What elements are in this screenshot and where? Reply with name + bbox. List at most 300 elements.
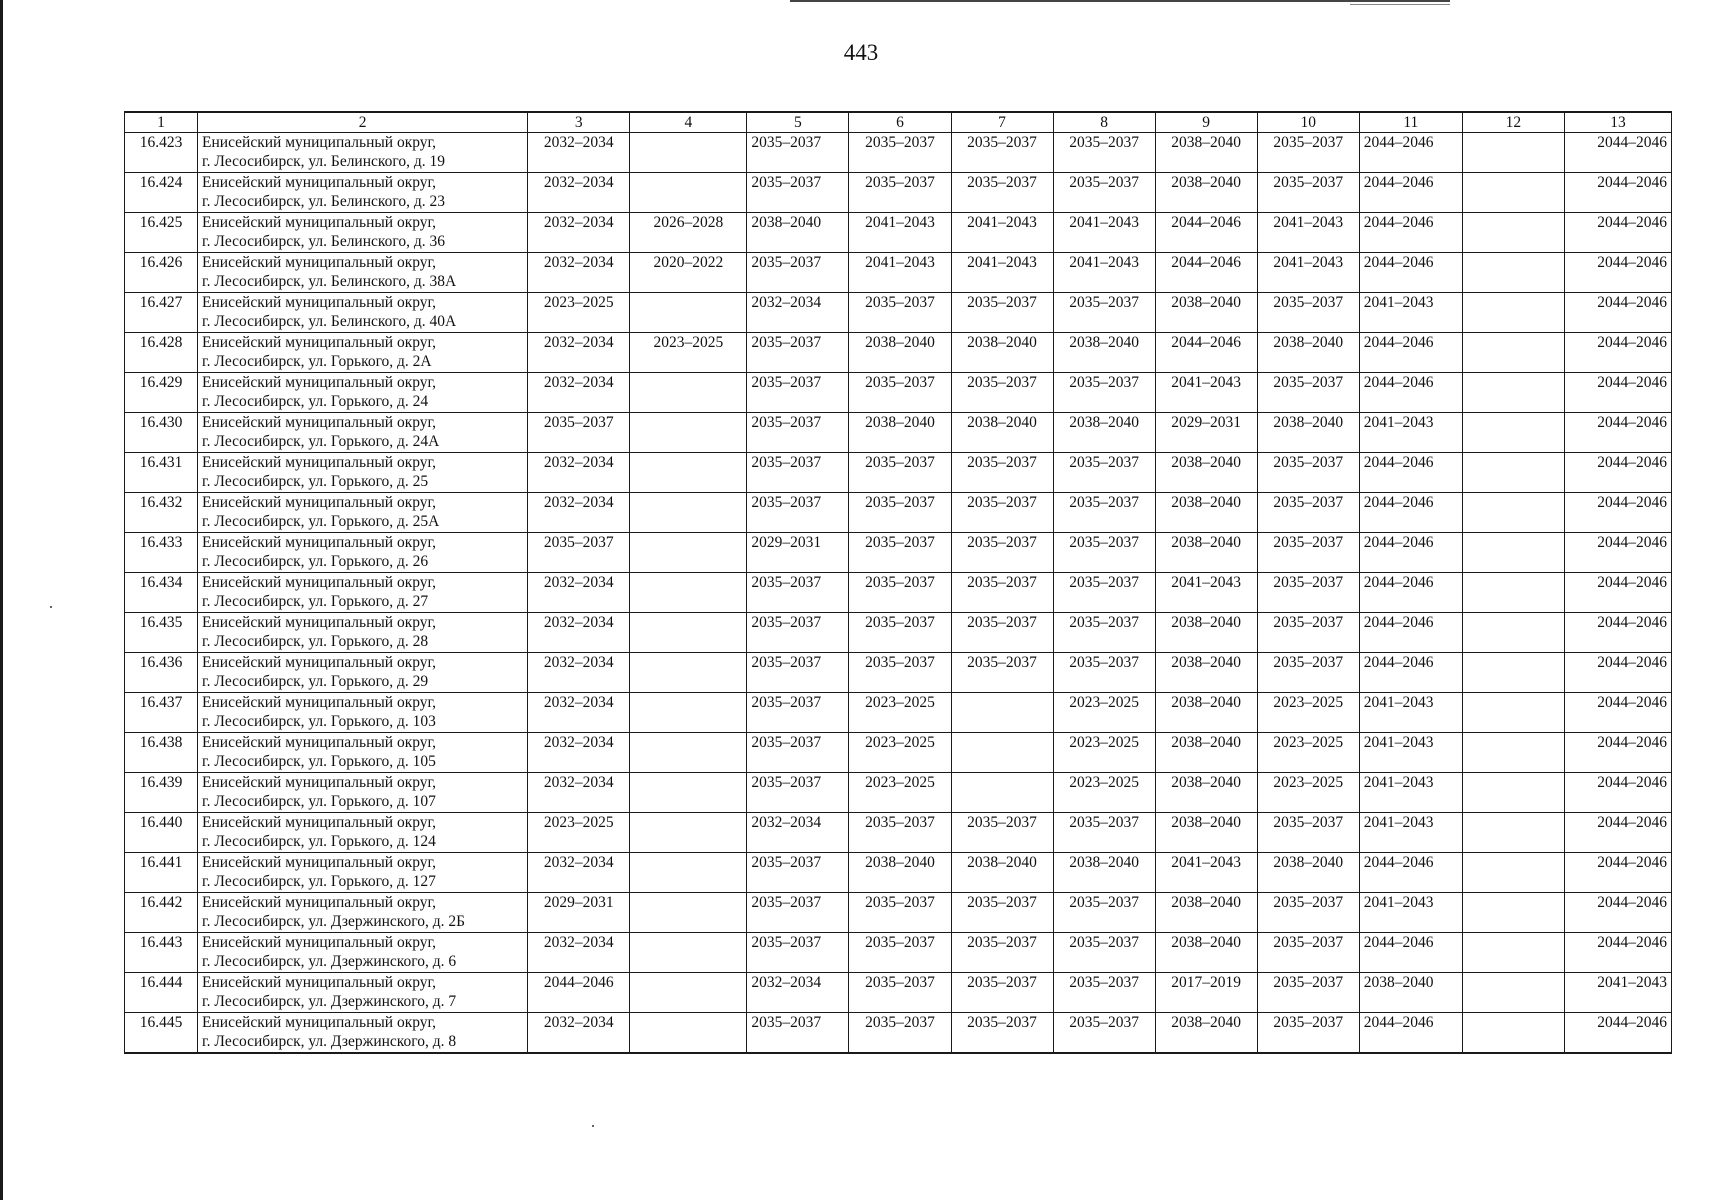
- address-line-district: Енисейский муниципальный округ,: [202, 174, 437, 191]
- period-cell-col-4: [630, 613, 747, 653]
- row-number-cell: 16.441: [125, 853, 198, 893]
- period-cell-col-13: 2044–2046: [1564, 813, 1671, 853]
- period-cell-col-7: 2035–2037: [951, 533, 1053, 573]
- address-line-street: г. Лесосибирск, ул. Горького, д. 127: [202, 873, 436, 890]
- period-cell-col-8: 2023–2025: [1053, 773, 1155, 813]
- period-cell-col-7: 2038–2040: [951, 333, 1053, 373]
- address-line-district: Енисейский муниципальный округ,: [202, 414, 437, 431]
- period-cell-col-8: 2035–2037: [1053, 1013, 1155, 1053]
- period-cell-col-5: 2035–2037: [747, 853, 849, 893]
- address-line-district: Енисейский муниципальный округ,: [202, 774, 437, 791]
- period-cell-col-6: 2035–2037: [849, 293, 951, 333]
- address-cell: [198, 853, 528, 893]
- period-cell-col-9: 2044–2046: [1155, 253, 1257, 293]
- period-cell-col-12: [1462, 613, 1564, 653]
- period-cell-col-13: 2044–2046: [1564, 893, 1671, 933]
- period-cell-col-8: 2023–2025: [1053, 693, 1155, 733]
- period-cell-col-12: [1462, 1013, 1564, 1053]
- period-cell-col-11: 2044–2046: [1359, 653, 1462, 693]
- table-row: [125, 613, 1672, 653]
- period-cell-col-10: 2035–2037: [1257, 373, 1359, 413]
- address-cell: [198, 533, 528, 573]
- period-cell-col-3: 2032–2034: [528, 573, 630, 613]
- period-cell-col-12: [1462, 293, 1564, 333]
- period-cell-col-11: 2044–2046: [1359, 173, 1462, 213]
- address-line-district: Енисейский муниципальный округ,: [202, 614, 437, 631]
- period-cell-col-5: 2035–2037: [747, 893, 849, 933]
- period-cell-col-4: [630, 493, 747, 533]
- address-line-street: г. Лесосибирск, ул. Горького, д. 25: [202, 473, 429, 490]
- address-cell: [198, 413, 528, 453]
- period-cell-col-8: 2035–2037: [1053, 293, 1155, 333]
- period-cell-col-8: 2035–2037: [1053, 933, 1155, 973]
- period-cell-col-4: [630, 533, 747, 573]
- address-line-street: г. Лесосибирск, ул. Горького, д. 124: [202, 833, 436, 850]
- period-cell-col-4: [630, 173, 747, 213]
- period-cell-col-5: 2035–2037: [747, 133, 849, 173]
- period-cell-col-13: 2044–2046: [1564, 133, 1671, 173]
- period-cell-col-4: [630, 693, 747, 733]
- address-line-street: г. Лесосибирск, ул. Горького, д. 29: [202, 673, 429, 690]
- period-cell-col-6: 2038–2040: [849, 853, 951, 893]
- period-cell-col-7: 2035–2037: [951, 493, 1053, 533]
- period-cell-col-5: 2032–2034: [747, 973, 849, 1013]
- period-cell-col-7: 2035–2037: [951, 173, 1053, 213]
- period-cell-col-10: 2035–2037: [1257, 973, 1359, 1013]
- period-cell-col-3: 2032–2034: [528, 733, 630, 773]
- period-cell-col-8: 2035–2037: [1053, 813, 1155, 853]
- period-cell-col-5: 2035–2037: [747, 373, 849, 413]
- address-cell: [198, 653, 528, 693]
- period-cell-col-4: [630, 733, 747, 773]
- period-cell-col-8: 2035–2037: [1053, 893, 1155, 933]
- period-cell-col-3: 2035–2037: [528, 413, 630, 453]
- address-line-street: г. Лесосибирск, ул. Дзержинского, д. 6: [202, 953, 457, 970]
- period-cell-col-9: 2044–2046: [1155, 333, 1257, 373]
- period-cell-col-11: 2041–2043: [1359, 893, 1462, 933]
- period-cell-col-9: 2038–2040: [1155, 173, 1257, 213]
- address-line-district: Енисейский муниципальный округ,: [202, 454, 437, 471]
- period-cell-col-6: 2035–2037: [849, 893, 951, 933]
- period-cell-col-9: 2038–2040: [1155, 533, 1257, 573]
- row-number-cell: 16.430: [125, 413, 198, 453]
- schedule-table: [124, 111, 1672, 1054]
- period-cell-col-11: 2044–2046: [1359, 253, 1462, 293]
- period-cell-col-12: [1462, 173, 1564, 213]
- period-cell-col-12: [1462, 453, 1564, 493]
- period-cell-col-5: 2035–2037: [747, 333, 849, 373]
- period-cell-col-9: 2038–2040: [1155, 453, 1257, 493]
- table-row: [125, 973, 1672, 1013]
- period-cell-col-4: [630, 373, 747, 413]
- period-cell-col-10: 2023–2025: [1257, 693, 1359, 733]
- period-cell-col-3: 2032–2034: [528, 613, 630, 653]
- period-cell-col-4: [630, 293, 747, 333]
- period-cell-col-8: 2041–2043: [1053, 213, 1155, 253]
- column-header: 2: [198, 112, 528, 133]
- table-row: [125, 653, 1672, 693]
- period-cell-col-12: [1462, 213, 1564, 253]
- period-cell-col-3: 2044–2046: [528, 973, 630, 1013]
- period-cell-col-8: 2035–2037: [1053, 573, 1155, 613]
- period-cell-col-5: 2035–2037: [747, 653, 849, 693]
- period-cell-col-4: [630, 773, 747, 813]
- period-cell-col-5: 2035–2037: [747, 413, 849, 453]
- period-cell-col-13: 2044–2046: [1564, 453, 1671, 493]
- address-line-street: г. Лесосибирск, ул. Горького, д. 107: [202, 793, 436, 810]
- period-cell-col-10: 2038–2040: [1257, 853, 1359, 893]
- period-cell-col-13: 2044–2046: [1564, 493, 1671, 533]
- period-cell-col-7: 2035–2037: [951, 973, 1053, 1013]
- period-cell-col-9: 2041–2043: [1155, 853, 1257, 893]
- period-cell-col-13: 2044–2046: [1564, 933, 1671, 973]
- period-cell-col-7: 2035–2037: [951, 813, 1053, 853]
- period-cell-col-6: 2038–2040: [849, 413, 951, 453]
- period-cell-col-6: 2023–2025: [849, 773, 951, 813]
- page-left-edge: [0, 0, 3, 1200]
- table-row: [125, 413, 1672, 453]
- period-cell-col-9: 2044–2046: [1155, 213, 1257, 253]
- column-header: 12: [1462, 112, 1564, 133]
- row-number-cell: 16.424: [125, 173, 198, 213]
- row-number-cell: 16.443: [125, 933, 198, 973]
- period-cell-col-5: 2032–2034: [747, 813, 849, 853]
- period-cell-col-9: 2041–2043: [1155, 573, 1257, 613]
- period-cell-col-6: 2041–2043: [849, 253, 951, 293]
- table-row: [125, 813, 1672, 853]
- period-cell-col-13: 2044–2046: [1564, 413, 1671, 453]
- period-cell-col-6: 2035–2037: [849, 373, 951, 413]
- period-cell-col-12: [1462, 893, 1564, 933]
- address-cell: [198, 573, 528, 613]
- period-cell-col-12: [1462, 933, 1564, 973]
- period-cell-col-10: 2035–2037: [1257, 933, 1359, 973]
- table-row: [125, 533, 1672, 573]
- period-cell-col-9: 2038–2040: [1155, 693, 1257, 733]
- address-cell: [198, 973, 528, 1013]
- period-cell-col-6: 2035–2037: [849, 133, 951, 173]
- period-cell-col-5: 2038–2040: [747, 213, 849, 253]
- period-cell-col-9: 2029–2031: [1155, 413, 1257, 453]
- period-cell-col-7: 2035–2037: [951, 573, 1053, 613]
- period-cell-col-8: 2035–2037: [1053, 493, 1155, 533]
- period-cell-col-3: 2032–2034: [528, 773, 630, 813]
- period-cell-col-11: 2044–2046: [1359, 213, 1462, 253]
- period-cell-col-7: 2038–2040: [951, 853, 1053, 893]
- period-cell-col-3: 2032–2034: [528, 933, 630, 973]
- table-row: [125, 493, 1672, 533]
- period-cell-col-6: 2035–2037: [849, 573, 951, 613]
- period-cell-col-11: 2044–2046: [1359, 373, 1462, 413]
- period-cell-col-12: [1462, 373, 1564, 413]
- row-number-cell: 16.428: [125, 333, 198, 373]
- period-cell-col-13: 2044–2046: [1564, 733, 1671, 773]
- row-number-cell: 16.427: [125, 293, 198, 333]
- period-cell-col-7: [951, 733, 1053, 773]
- period-cell-col-3: 2032–2034: [528, 853, 630, 893]
- scan-speck: [592, 1125, 594, 1127]
- address-cell: [198, 133, 528, 173]
- period-cell-col-6: 2035–2037: [849, 173, 951, 213]
- period-cell-col-13: 2044–2046: [1564, 293, 1671, 333]
- period-cell-col-3: 2035–2037: [528, 533, 630, 573]
- table-row: [125, 1013, 1672, 1053]
- period-cell-col-7: 2035–2037: [951, 613, 1053, 653]
- period-cell-col-11: 2041–2043: [1359, 813, 1462, 853]
- address-cell: [198, 213, 528, 253]
- period-cell-col-4: 2020–2022: [630, 253, 747, 293]
- period-cell-col-4: [630, 413, 747, 453]
- period-cell-col-9: 2038–2040: [1155, 933, 1257, 973]
- period-cell-col-9: 2038–2040: [1155, 893, 1257, 933]
- period-cell-col-3: 2032–2034: [528, 373, 630, 413]
- address-line-district: Енисейский муниципальный округ,: [202, 694, 437, 711]
- address-cell: [198, 293, 528, 333]
- period-cell-col-3: 2032–2034: [528, 213, 630, 253]
- page-number: 443: [843, 40, 879, 65]
- period-cell-col-11: 2044–2046: [1359, 133, 1462, 173]
- period-cell-col-10: 2035–2037: [1257, 1013, 1359, 1053]
- address-cell: [198, 813, 528, 853]
- period-cell-col-13: 2041–2043: [1564, 973, 1671, 1013]
- period-cell-col-12: [1462, 573, 1564, 613]
- period-cell-col-9: 2038–2040: [1155, 613, 1257, 653]
- period-cell-col-9: 2038–2040: [1155, 1013, 1257, 1053]
- address-line-street: г. Лесосибирск, ул. Белинского, д. 40А: [202, 313, 457, 330]
- address-line-street: г. Лесосибирск, ул. Белинского, д. 19: [202, 153, 445, 170]
- address-line-street: г. Лесосибирск, ул. Белинского, д. 38А: [202, 273, 457, 290]
- period-cell-col-5: 2035–2037: [747, 173, 849, 213]
- period-cell-col-6: 2041–2043: [849, 213, 951, 253]
- period-cell-col-10: 2035–2037: [1257, 293, 1359, 333]
- period-cell-col-5: 2035–2037: [747, 573, 849, 613]
- header-row: [125, 112, 1672, 133]
- period-cell-col-6: 2035–2037: [849, 453, 951, 493]
- address-line-street: г. Лесосибирск, ул. Дзержинского, д. 2Б: [202, 913, 466, 930]
- period-cell-col-3: 2023–2025: [528, 813, 630, 853]
- address-cell: [198, 453, 528, 493]
- table-row: [125, 213, 1672, 253]
- period-cell-col-10: 2035–2037: [1257, 893, 1359, 933]
- period-cell-col-4: [630, 573, 747, 613]
- period-cell-col-3: 2032–2034: [528, 453, 630, 493]
- period-cell-col-11: 2044–2046: [1359, 573, 1462, 613]
- column-header: 6: [849, 112, 951, 133]
- period-cell-col-13: 2044–2046: [1564, 533, 1671, 573]
- row-number-cell: 16.426: [125, 253, 198, 293]
- address-line-street: г. Лесосибирск, ул. Горького, д. 105: [202, 753, 436, 770]
- period-cell-col-7: 2035–2037: [951, 933, 1053, 973]
- period-cell-col-4: [630, 973, 747, 1013]
- period-cell-col-13: 2044–2046: [1564, 253, 1671, 293]
- top-rule: [790, 0, 1450, 2]
- period-cell-col-11: 2044–2046: [1359, 533, 1462, 573]
- period-cell-col-6: 2035–2037: [849, 933, 951, 973]
- period-cell-col-12: [1462, 813, 1564, 853]
- address-cell: [198, 613, 528, 653]
- address-cell: [198, 173, 528, 213]
- address-line-district: Енисейский муниципальный округ,: [202, 734, 437, 751]
- address-line-street: г. Лесосибирск, ул. Дзержинского, д. 7: [202, 993, 457, 1010]
- period-cell-col-12: [1462, 533, 1564, 573]
- table-row: [125, 693, 1672, 733]
- address-line-district: Енисейский муниципальный округ,: [202, 854, 437, 871]
- period-cell-col-12: [1462, 133, 1564, 173]
- address-cell: [198, 333, 528, 373]
- period-cell-col-8: 2038–2040: [1053, 333, 1155, 373]
- period-cell-col-7: 2041–2043: [951, 253, 1053, 293]
- period-cell-col-11: 2044–2046: [1359, 1013, 1462, 1053]
- period-cell-col-10: 2035–2037: [1257, 573, 1359, 613]
- period-cell-col-10: 2035–2037: [1257, 533, 1359, 573]
- row-number-cell: 16.438: [125, 733, 198, 773]
- period-cell-col-9: 2041–2043: [1155, 373, 1257, 413]
- address-line-street: г. Лесосибирск, ул. Горького, д. 27: [202, 593, 429, 610]
- row-number-cell: 16.439: [125, 773, 198, 813]
- period-cell-col-10: 2035–2037: [1257, 653, 1359, 693]
- period-cell-col-13: 2044–2046: [1564, 1013, 1671, 1053]
- period-cell-col-5: 2035–2037: [747, 253, 849, 293]
- period-cell-col-9: 2038–2040: [1155, 493, 1257, 533]
- period-cell-col-7: 2035–2037: [951, 373, 1053, 413]
- period-cell-col-5: 2032–2034: [747, 293, 849, 333]
- period-cell-col-5: 2035–2037: [747, 733, 849, 773]
- period-cell-col-8: 2041–2043: [1053, 253, 1155, 293]
- period-cell-col-9: 2038–2040: [1155, 293, 1257, 333]
- period-cell-col-10: 2035–2037: [1257, 613, 1359, 653]
- period-cell-col-3: 2029–2031: [528, 893, 630, 933]
- period-cell-col-4: 2026–2028: [630, 213, 747, 253]
- row-number-cell: 16.425: [125, 213, 198, 253]
- period-cell-col-13: 2044–2046: [1564, 213, 1671, 253]
- address-line-street: г. Лесосибирск, ул. Горького, д. 2А: [202, 353, 432, 370]
- period-cell-col-4: [630, 813, 747, 853]
- period-cell-col-10: 2038–2040: [1257, 413, 1359, 453]
- period-cell-col-7: 2035–2037: [951, 453, 1053, 493]
- period-cell-col-12: [1462, 653, 1564, 693]
- address-line-district: Енисейский муниципальный округ,: [202, 214, 437, 231]
- period-cell-col-8: 2035–2037: [1053, 373, 1155, 413]
- address-line-street: г. Лесосибирск, ул. Горького, д. 103: [202, 713, 436, 730]
- address-line-district: Енисейский муниципальный округ,: [202, 374, 437, 391]
- address-line-street: г. Лесосибирск, ул. Горького, д. 24А: [202, 433, 440, 450]
- column-header: 8: [1053, 112, 1155, 133]
- address-line-district: Енисейский муниципальный округ,: [202, 494, 437, 511]
- table-row: [125, 573, 1672, 613]
- period-cell-col-11: 2044–2046: [1359, 853, 1462, 893]
- period-cell-col-9: 2017–2019: [1155, 973, 1257, 1013]
- address-line-district: Енисейский муниципальный округ,: [202, 534, 437, 551]
- table-row: [125, 453, 1672, 493]
- address-line-district: Енисейский муниципальный округ,: [202, 334, 437, 351]
- period-cell-col-10: 2023–2025: [1257, 733, 1359, 773]
- period-cell-col-11: 2044–2046: [1359, 933, 1462, 973]
- table-row: [125, 133, 1672, 173]
- period-cell-col-3: 2032–2034: [528, 653, 630, 693]
- column-header: 9: [1155, 112, 1257, 133]
- period-cell-col-13: 2044–2046: [1564, 853, 1671, 893]
- period-cell-col-12: [1462, 973, 1564, 1013]
- period-cell-col-7: 2035–2037: [951, 293, 1053, 333]
- row-number-cell: 16.433: [125, 533, 198, 573]
- period-cell-col-13: 2044–2046: [1564, 373, 1671, 413]
- period-cell-col-4: [630, 133, 747, 173]
- period-cell-col-12: [1462, 493, 1564, 533]
- row-number-cell: 16.431: [125, 453, 198, 493]
- address-cell: [198, 693, 528, 733]
- period-cell-col-7: 2035–2037: [951, 1013, 1053, 1053]
- address-cell: [198, 933, 528, 973]
- period-cell-col-5: 2035–2037: [747, 773, 849, 813]
- period-cell-col-8: 2035–2037: [1053, 533, 1155, 573]
- period-cell-col-9: 2038–2040: [1155, 733, 1257, 773]
- period-cell-col-6: 2023–2025: [849, 693, 951, 733]
- period-cell-col-13: 2044–2046: [1564, 693, 1671, 733]
- address-line-district: Енисейский муниципальный округ,: [202, 974, 437, 991]
- period-cell-col-7: 2041–2043: [951, 213, 1053, 253]
- address-line-street: г. Лесосибирск, ул. Горького, д. 24: [202, 393, 429, 410]
- period-cell-col-10: 2041–2043: [1257, 253, 1359, 293]
- period-cell-col-13: 2044–2046: [1564, 773, 1671, 813]
- period-cell-col-6: 2023–2025: [849, 733, 951, 773]
- period-cell-col-12: [1462, 333, 1564, 373]
- period-cell-col-8: 2035–2037: [1053, 653, 1155, 693]
- period-cell-col-8: 2035–2037: [1053, 973, 1155, 1013]
- period-cell-col-10: 2038–2040: [1257, 333, 1359, 373]
- period-cell-col-3: 2032–2034: [528, 173, 630, 213]
- address-line-street: г. Лесосибирск, ул. Горького, д. 25А: [202, 513, 440, 530]
- period-cell-col-3: 2032–2034: [528, 133, 630, 173]
- period-cell-col-11: 2041–2043: [1359, 733, 1462, 773]
- row-number-cell: 16.442: [125, 893, 198, 933]
- period-cell-col-10: 2035–2037: [1257, 453, 1359, 493]
- row-number-cell: 16.445: [125, 1013, 198, 1053]
- address-cell: [198, 893, 528, 933]
- address-line-district: Енисейский муниципальный округ,: [202, 814, 437, 831]
- table-row: [125, 893, 1672, 933]
- period-cell-col-5: 2035–2037: [747, 1013, 849, 1053]
- period-cell-col-6: 2035–2037: [849, 973, 951, 1013]
- address-cell: [198, 733, 528, 773]
- period-cell-col-6: 2035–2037: [849, 613, 951, 653]
- period-cell-col-8: 2035–2037: [1053, 173, 1155, 213]
- period-cell-col-6: 2035–2037: [849, 813, 951, 853]
- period-cell-col-11: 2044–2046: [1359, 613, 1462, 653]
- period-cell-col-12: [1462, 773, 1564, 813]
- period-cell-col-8: 2035–2037: [1053, 613, 1155, 653]
- address-cell: [198, 1013, 528, 1053]
- column-header: 7: [951, 112, 1053, 133]
- table-row: [125, 333, 1672, 373]
- period-cell-col-5: 2035–2037: [747, 933, 849, 973]
- period-cell-col-6: 2035–2037: [849, 533, 951, 573]
- period-cell-col-7: 2035–2037: [951, 133, 1053, 173]
- period-cell-col-4: [630, 893, 747, 933]
- row-number-cell: 16.435: [125, 613, 198, 653]
- period-cell-col-13: 2044–2046: [1564, 573, 1671, 613]
- period-cell-col-10: 2035–2037: [1257, 133, 1359, 173]
- period-cell-col-11: 2044–2046: [1359, 333, 1462, 373]
- table-row: [125, 933, 1672, 973]
- period-cell-col-8: 2023–2025: [1053, 733, 1155, 773]
- address-line-district: Енисейский муниципальный округ,: [202, 134, 437, 151]
- period-cell-col-11: 2044–2046: [1359, 453, 1462, 493]
- address-cell: [198, 253, 528, 293]
- address-line-district: Енисейский муниципальный округ,: [202, 654, 437, 671]
- period-cell-col-5: 2029–2031: [747, 533, 849, 573]
- period-cell-col-11: 2041–2043: [1359, 293, 1462, 333]
- address-line-street: г. Лесосибирск, ул. Белинского, д. 23: [202, 193, 445, 210]
